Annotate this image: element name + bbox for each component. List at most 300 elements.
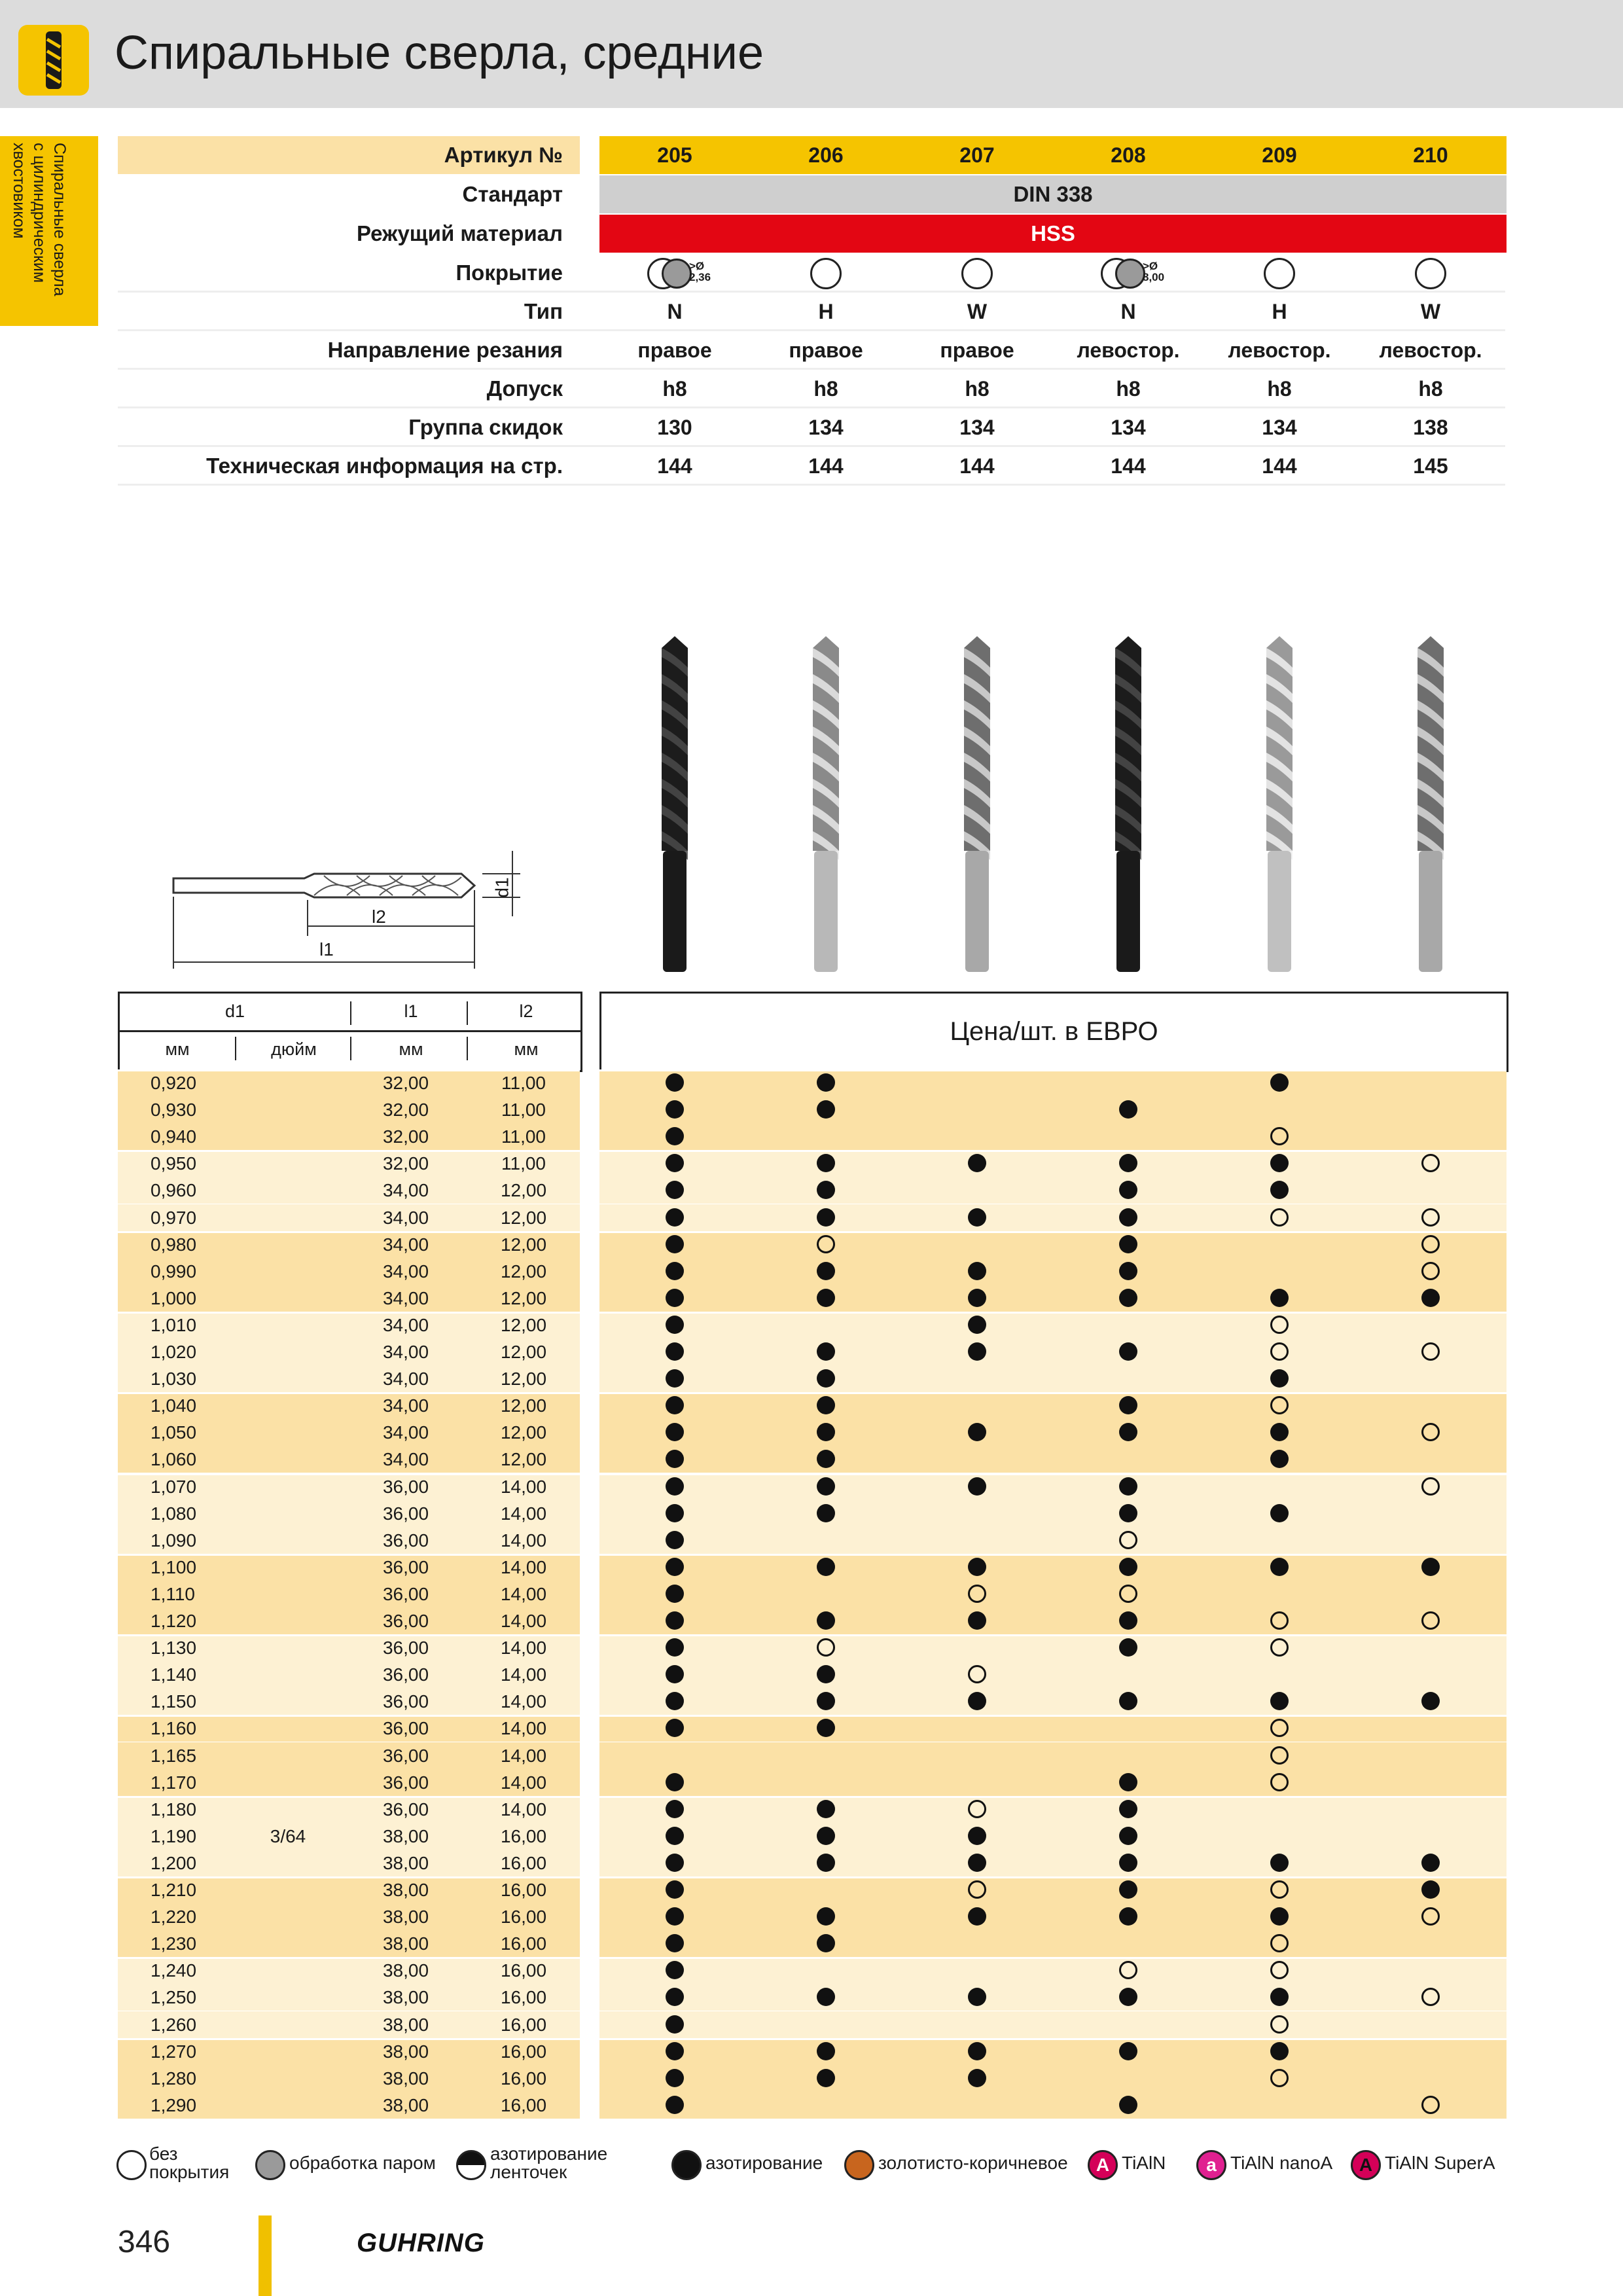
cell-d1-mm: 1,220 (151, 1907, 197, 1928)
row-bg (599, 1177, 1507, 1204)
header-l2: l2 (519, 1001, 533, 1021)
available-dot-icon (817, 1800, 835, 1818)
spec-value: N (667, 300, 683, 323)
cell-d1-mm: 1,050 (151, 1422, 197, 1443)
row-bg (599, 1069, 1507, 1096)
cell-l1: 38,00 (382, 1987, 429, 2008)
cell-d1-inch (236, 2038, 340, 2065)
cell-l1: 36,00 (382, 1745, 429, 1766)
available-dot-icon (666, 1262, 684, 1280)
cell-d1-inch (236, 1150, 340, 1177)
header-d1-inch: дюйм (271, 1039, 317, 1059)
cell-d1-mm: 1,240 (151, 1960, 197, 1981)
available-dot-icon (968, 1342, 986, 1361)
available-dot-icon (968, 1289, 986, 1307)
available-dot-icon (666, 1638, 684, 1657)
spec-label: Направление резания (327, 338, 563, 362)
label-standard: Стандарт (462, 182, 563, 206)
coating-size-note: >Ø 8,00 (1143, 260, 1165, 283)
cell-l2: 16,00 (500, 1960, 547, 1981)
on-request-dot-icon (968, 1585, 986, 1603)
cell-l2: 14,00 (500, 1745, 547, 1766)
diagram-label-l2: l2 (372, 906, 386, 927)
cell-d1-mm: 1,080 (151, 1503, 197, 1524)
available-dot-icon (817, 1907, 835, 1926)
available-dot-icon (1270, 1854, 1289, 1872)
available-dot-icon (817, 1665, 835, 1683)
row-bg (599, 1123, 1507, 1150)
on-request-dot-icon (1270, 1773, 1289, 1791)
cell-d1-inch (236, 1177, 340, 1204)
cell-d1-inch (236, 1957, 340, 1984)
on-request-dot-icon (1270, 1611, 1289, 1630)
price-header-label: Цена/шт. в ЕВРО (950, 1017, 1158, 1046)
table-row (0, 1903, 1623, 1930)
cell-l1: 34,00 (382, 1314, 429, 1335)
available-dot-icon (968, 1611, 986, 1630)
cell-d1-inch (236, 1500, 340, 1527)
cell-l2: 11,00 (501, 1153, 546, 1174)
row-bg (599, 1285, 1507, 1312)
available-dot-icon (1270, 1369, 1289, 1388)
cell-d1-mm: 1,280 (151, 2068, 197, 2089)
table-row (0, 1715, 1623, 1742)
cell-l1: 36,00 (382, 1476, 429, 1497)
row-bg (599, 1554, 1507, 1581)
legend-label: азотирование (705, 2153, 823, 2173)
cell-l2: 11,00 (501, 1126, 546, 1147)
drill-logo-icon (18, 25, 89, 96)
cell-d1-mm: 1,200 (151, 1852, 197, 1873)
cell-d1-inch (236, 1930, 340, 1957)
cell-l1: 34,00 (382, 1449, 429, 1470)
cell-l1: 32,00 (382, 1100, 429, 1121)
available-dot-icon (817, 1827, 835, 1845)
cell-d1-inch (236, 1446, 340, 1473)
available-dot-icon (666, 1100, 684, 1119)
drill-image (1260, 635, 1299, 975)
label-article: Артикул № (444, 143, 563, 167)
available-dot-icon (666, 2069, 684, 2087)
spec-label: Допуск (486, 376, 563, 401)
cell-l1: 38,00 (382, 1880, 429, 1900)
available-dot-icon (968, 2042, 986, 2060)
table-row (0, 1446, 1623, 1473)
spec-value: h8 (1418, 377, 1443, 401)
cell-l1: 38,00 (382, 2041, 429, 2062)
on-request-dot-icon (817, 1235, 835, 1253)
article-number: 207 (959, 143, 995, 167)
page-number: 346 (118, 2225, 171, 2259)
cell-l1: 36,00 (382, 1772, 429, 1793)
available-dot-icon (1270, 2042, 1289, 2060)
cell-l1: 36,00 (382, 1664, 429, 1685)
spec-value: H (818, 300, 834, 323)
cell-l1: 36,00 (382, 1503, 429, 1524)
cell-l2: 16,00 (500, 1933, 547, 1954)
row-bg (599, 1446, 1507, 1473)
on-request-dot-icon (1270, 1638, 1289, 1657)
legend-label: обработка паром (289, 2153, 436, 2173)
available-dot-icon (817, 2069, 835, 2087)
table-row (0, 1527, 1623, 1554)
available-dot-icon (1270, 1907, 1289, 1926)
available-dot-icon (666, 1800, 684, 1818)
cell-d1-mm: 0,950 (151, 1153, 197, 1174)
spec-value: 144 (1262, 454, 1297, 478)
cell-l2: 16,00 (500, 2068, 547, 2089)
table-row (0, 1984, 1623, 2011)
on-request-dot-icon (1119, 1531, 1137, 1549)
divider (120, 1030, 580, 1032)
diagram-label-d1: d1 (491, 877, 512, 898)
available-dot-icon (1119, 1611, 1137, 1630)
spec-value: 130 (657, 416, 692, 439)
cell-d1-mm: 0,920 (151, 1073, 197, 1093)
row-bg (599, 1392, 1507, 1419)
available-dot-icon (1119, 1504, 1137, 1522)
cell-l2: 14,00 (500, 1556, 547, 1577)
table-row (0, 1177, 1623, 1204)
available-dot-icon (817, 1504, 835, 1522)
cell-l1: 38,00 (382, 1852, 429, 1873)
standard-band: DIN 338 (599, 175, 1507, 213)
cell-l2: 12,00 (500, 1449, 547, 1470)
tialn-nano-icon: a (1196, 2150, 1226, 2180)
cell-d1-mm: 1,165 (151, 1745, 197, 1766)
coating-size-note: >Ø 2,36 (689, 260, 711, 283)
available-dot-icon (817, 1558, 835, 1576)
tialn-super-icon: A (1351, 2150, 1381, 2180)
cell-d1-mm: 1,030 (151, 1369, 197, 1390)
spec-value: h8 (1116, 377, 1141, 401)
cell-d1-inch (236, 1338, 340, 1365)
table-row (0, 1688, 1623, 1715)
cell-l1: 34,00 (382, 1287, 429, 1308)
drill-image (1109, 635, 1148, 975)
cell-d1-mm: 1,270 (151, 2041, 197, 2062)
available-dot-icon (666, 2042, 684, 2060)
available-dot-icon (1119, 1208, 1137, 1227)
spec-value: 145 (1413, 454, 1448, 478)
cell-d1-inch (236, 2092, 340, 2119)
cell-l2: 16,00 (500, 1825, 547, 1846)
on-request-dot-icon (968, 1665, 986, 1683)
cell-l1: 36,00 (382, 1718, 429, 1739)
available-dot-icon (666, 1611, 684, 1630)
available-dot-icon (1119, 1100, 1137, 1119)
available-dot-icon (1270, 1504, 1289, 1522)
table-row (0, 1930, 1623, 1957)
table-row (0, 1312, 1623, 1338)
cell-l1: 36,00 (382, 1530, 429, 1551)
cell-d1-inch (236, 1984, 340, 2011)
row-bg (599, 1688, 1507, 1715)
cell-d1-inch (236, 1527, 340, 1554)
coating-legend (0, 2144, 1623, 2183)
header-l1-mm: мм (399, 1039, 423, 1059)
table-row (0, 2011, 1623, 2038)
available-dot-icon (968, 2069, 986, 2087)
row-bg (599, 2092, 1507, 2119)
cell-l2: 14,00 (500, 1799, 547, 1820)
cell-l2: 12,00 (500, 1342, 547, 1362)
available-dot-icon (666, 1665, 684, 1683)
available-dot-icon (817, 1342, 835, 1361)
available-dot-icon (817, 1289, 835, 1307)
spec-value: 134 (1111, 416, 1146, 439)
cell-l1: 32,00 (382, 1126, 429, 1147)
available-dot-icon (666, 1369, 684, 1388)
cell-d1-inch (236, 1231, 340, 1258)
cell-l2: 14,00 (500, 1503, 547, 1524)
table-row (0, 1634, 1623, 1661)
available-dot-icon (666, 1396, 684, 1414)
cell-d1-inch (236, 1607, 340, 1634)
available-dot-icon (1119, 1800, 1137, 1818)
no-coating-icon (810, 258, 842, 289)
available-dot-icon (666, 1585, 684, 1603)
row-bg (599, 1258, 1507, 1285)
cell-l2: 11,00 (501, 1073, 546, 1093)
tialn-icon: A (1088, 2150, 1118, 2180)
cell-d1-inch (236, 1661, 340, 1688)
available-dot-icon (1421, 1289, 1440, 1307)
cell-d1-inch (236, 1903, 340, 1930)
cell-d1-mm: 1,090 (151, 1530, 197, 1551)
table-row (0, 1473, 1623, 1500)
article-number: 205 (657, 143, 692, 167)
article-number: 210 (1413, 143, 1448, 167)
material-band: HSS (599, 215, 1507, 253)
available-dot-icon (968, 1907, 986, 1926)
on-request-dot-icon (1270, 1934, 1289, 1952)
cell-d1-mm: 0,940 (151, 1126, 197, 1147)
cell-d1-mm: 1,040 (151, 1395, 197, 1416)
divider (467, 1037, 468, 1060)
on-request-dot-icon (1421, 1342, 1440, 1361)
row-bg (599, 1742, 1507, 1769)
available-dot-icon (1119, 1558, 1137, 1576)
cell-d1-mm: 1,210 (151, 1880, 197, 1900)
available-dot-icon (666, 1827, 684, 1845)
row-bg (599, 1096, 1507, 1123)
available-dot-icon (1421, 1854, 1440, 1872)
spec-value: h8 (965, 377, 990, 401)
available-dot-icon (968, 1208, 986, 1227)
cell-l2: 14,00 (500, 1476, 547, 1497)
legend-label: TiAlN nanoA (1230, 2153, 1333, 2173)
header-d1: d1 (224, 1001, 245, 1021)
cell-l1: 38,00 (382, 1825, 429, 1846)
cell-d1-inch (236, 1715, 340, 1742)
table-row (0, 1876, 1623, 1903)
cell-l1: 34,00 (382, 1180, 429, 1201)
legend-label: азотирование ленточек (490, 2144, 608, 2182)
table-row (0, 1581, 1623, 1607)
cell-d1-mm: 1,260 (151, 2014, 197, 2035)
available-dot-icon (1421, 1880, 1440, 1899)
table-row (0, 2092, 1623, 2119)
spec-value: 144 (808, 454, 844, 478)
cell-l2: 12,00 (500, 1261, 547, 1282)
row-bg (599, 1204, 1507, 1231)
article-number: 206 (808, 143, 844, 167)
available-dot-icon (666, 2015, 684, 2034)
row-bg (599, 1338, 1507, 1365)
available-dot-icon (666, 1342, 684, 1361)
table-row (0, 1365, 1623, 1392)
available-dot-icon (817, 1611, 835, 1630)
spec-value: W (1420, 300, 1441, 323)
cell-l2: 12,00 (500, 1207, 547, 1228)
available-dot-icon (666, 1558, 684, 1576)
table-row (0, 1392, 1623, 1419)
available-dot-icon (666, 2096, 684, 2114)
available-dot-icon (817, 1208, 835, 1227)
cell-d1-inch (236, 1069, 340, 1096)
divider (235, 1037, 236, 1060)
on-request-dot-icon (1421, 1262, 1440, 1280)
cell-l1: 36,00 (382, 1638, 429, 1659)
footer-accent-bar (259, 2215, 272, 2296)
cell-d1-mm: 1,180 (151, 1799, 197, 1820)
spec-label: Техническая информация на стр. (206, 454, 563, 478)
available-dot-icon (817, 1934, 835, 1952)
section-tab-line: хвостовиком (10, 143, 28, 239)
on-request-dot-icon (1421, 1907, 1440, 1926)
cell-l1: 36,00 (382, 1583, 429, 1604)
cell-d1-mm: 1,230 (151, 1933, 197, 1954)
cell-d1-inch (236, 1554, 340, 1581)
spec-value: 134 (808, 416, 844, 439)
cell-l1: 36,00 (382, 1556, 429, 1577)
available-dot-icon (817, 1100, 835, 1119)
on-request-dot-icon (1421, 1477, 1440, 1496)
page-title: Спиральные сверла, средние (115, 27, 764, 79)
available-dot-icon (817, 2042, 835, 2060)
row-bg (599, 1715, 1507, 1742)
spec-value: 138 (1413, 416, 1448, 439)
cell-d1-mm: 1,160 (151, 1718, 197, 1739)
legend-label: TiAlN (1122, 2153, 1166, 2173)
cell-l1: 36,00 (382, 1691, 429, 1712)
row-bg (599, 1984, 1507, 2011)
cell-l2: 14,00 (500, 1718, 547, 1739)
row-bg (599, 1581, 1507, 1607)
brand-logo: GUHRING (357, 2229, 485, 2257)
cell-d1-mm: 1,130 (151, 1638, 197, 1659)
available-dot-icon (666, 1235, 684, 1253)
cell-l2: 12,00 (500, 1234, 547, 1255)
cell-d1-mm: 1,120 (151, 1611, 197, 1631)
steam-icon (662, 259, 692, 289)
cell-d1-inch (236, 1096, 340, 1123)
cell-d1-inch: 3/64 (270, 1825, 306, 1846)
spec-value: левостор. (1228, 338, 1331, 362)
available-dot-icon (666, 1127, 684, 1145)
cell-l1: 38,00 (382, 1960, 429, 1981)
available-dot-icon (817, 1369, 835, 1388)
cell-d1-inch (236, 2011, 340, 2038)
drill-image (957, 635, 997, 975)
on-request-dot-icon (817, 1638, 835, 1657)
gold-brown-icon (844, 2150, 874, 2180)
cell-l1: 36,00 (382, 1799, 429, 1820)
divider (350, 1001, 351, 1025)
cell-d1-inch (236, 1419, 340, 1446)
drill-dimension-diagram (167, 844, 540, 988)
section-tab (0, 136, 98, 326)
cell-d1-inch (236, 1796, 340, 1823)
available-dot-icon (666, 1531, 684, 1549)
cell-d1-inch (236, 1850, 340, 1876)
on-request-dot-icon (1421, 1235, 1440, 1253)
table-row (0, 1258, 1623, 1285)
spec-value: левостор. (1077, 338, 1180, 362)
available-dot-icon (1119, 1854, 1137, 1872)
table-row (0, 1231, 1623, 1258)
cell-d1-inch (236, 1634, 340, 1661)
cell-l1: 34,00 (382, 1395, 429, 1416)
available-dot-icon (1119, 1880, 1137, 1899)
table-row (0, 1069, 1623, 1096)
on-request-dot-icon (1270, 2069, 1289, 2087)
cell-d1-mm: 1,290 (151, 2094, 197, 2115)
cell-d1-inch (236, 1876, 340, 1903)
available-dot-icon (817, 1477, 835, 1496)
spec-value: правое (940, 338, 1014, 362)
available-dot-icon (1119, 1638, 1137, 1657)
available-dot-icon (817, 1396, 835, 1414)
spec-value: W (967, 300, 988, 323)
available-dot-icon (666, 1907, 684, 1926)
article-number: 209 (1262, 143, 1297, 167)
no-coating-icon (116, 2150, 147, 2180)
on-request-dot-icon (968, 1800, 986, 1818)
cell-l2: 12,00 (500, 1422, 547, 1443)
available-dot-icon (1270, 1073, 1289, 1092)
row-bg (599, 2038, 1507, 2065)
row-bg (599, 1150, 1507, 1177)
drill-image (655, 635, 694, 975)
table-row (0, 1769, 1623, 1796)
available-dot-icon (968, 1477, 986, 1496)
available-dot-icon (666, 1208, 684, 1227)
available-dot-icon (1119, 1262, 1137, 1280)
available-dot-icon (1119, 1907, 1137, 1926)
cell-d1-mm: 1,070 (151, 1476, 197, 1497)
cell-l1: 34,00 (382, 1369, 429, 1390)
available-dot-icon (666, 1880, 684, 1899)
cell-d1-mm: 1,100 (151, 1556, 197, 1577)
cell-d1-inch (236, 1123, 340, 1150)
available-dot-icon (666, 1316, 684, 1334)
cell-l2: 12,00 (500, 1395, 547, 1416)
legend-label: золотисто-коричневое (878, 2153, 1068, 2173)
cell-d1-inch (236, 1392, 340, 1419)
on-request-dot-icon (1421, 2096, 1440, 2114)
row-bg (599, 1365, 1507, 1392)
available-dot-icon (968, 1558, 986, 1576)
cell-d1-mm: 1,140 (151, 1664, 197, 1685)
cell-l2: 14,00 (500, 1611, 547, 1631)
cell-d1-mm: 0,930 (151, 1100, 197, 1121)
row-bg (599, 1661, 1507, 1688)
cell-l1: 34,00 (382, 1207, 429, 1228)
available-dot-icon (1119, 1289, 1137, 1307)
cell-d1-inch (236, 1312, 340, 1338)
